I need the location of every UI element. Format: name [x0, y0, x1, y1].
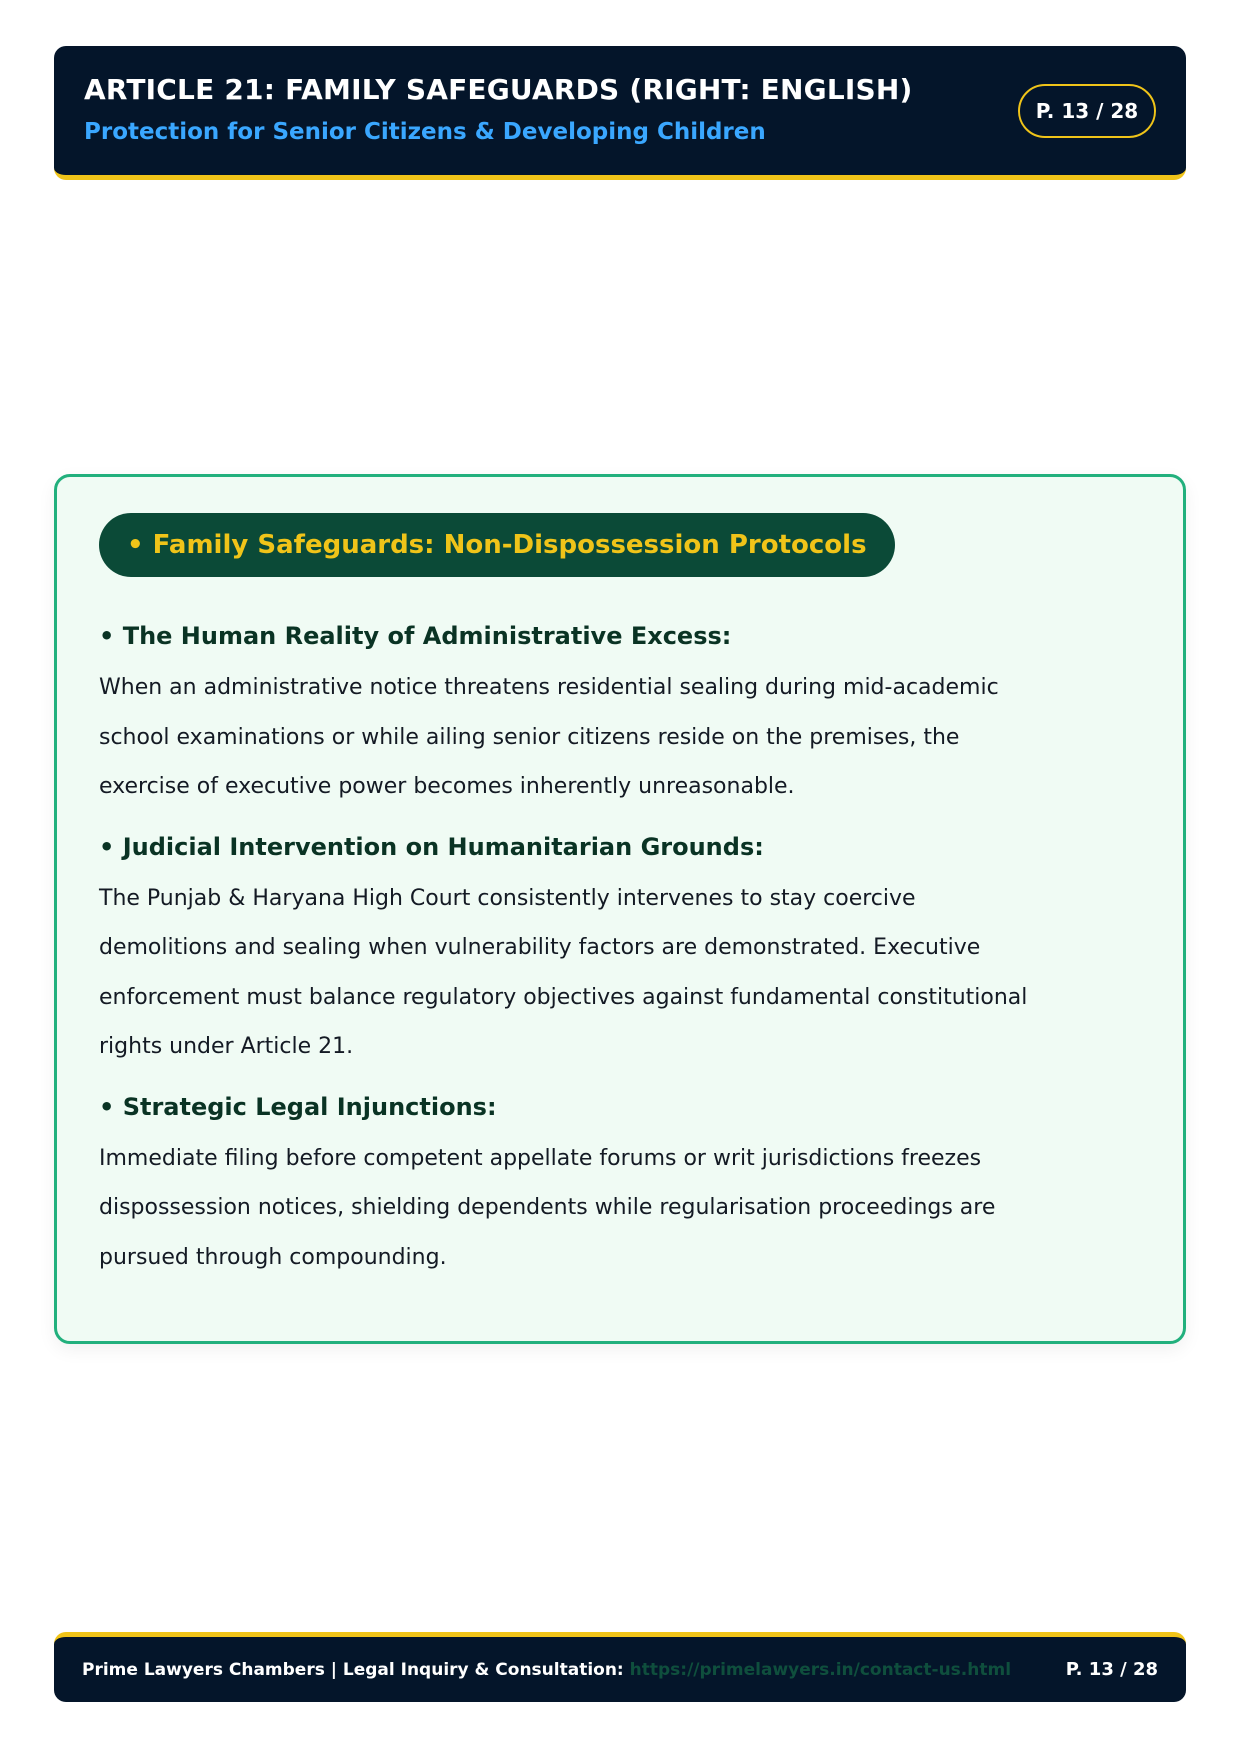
item-human-reality [99, 619, 1141, 812]
body-line: exercise of executive power becomes inherently unreasonable. [99, 774, 795, 799]
body-line: rights under Article 21. [99, 1034, 354, 1059]
body-line: dispossession notices, shielding dependents while regularisation proceedings are [99, 1195, 996, 1220]
item-body [99, 663, 1141, 812]
page-subtitle: Protection for Senior Citizens & Developing Children [84, 119, 766, 145]
item-judicial-intervention [99, 830, 1141, 1072]
footer-label: Prime Lawyers Chambers | Legal Inquiry & Consultation: [82, 1659, 630, 1680]
content-card [54, 474, 1186, 1344]
page-title: ARTICLE 21: FAMILY SAFEGUARDS (RIGHT: ENGLISH) [84, 73, 913, 106]
body-line: The Punjab & Haryana High Court consistently intervenes to stay coercive [99, 885, 916, 911]
item-heading: • Strategic Legal Injunctions: [99, 1092, 497, 1121]
section-title: • Family Safeguards: Non-Dispossession Protocols [99, 513, 895, 577]
body-line: When an administrative notice threatens residential sealing during mid-academic [99, 675, 999, 700]
item-body [99, 1134, 1141, 1283]
body-line: demolitions and sealing when vulnerability factors are demonstrated. Executive [99, 935, 981, 960]
body-line: Immediate filing before competent appellate forums or writ jurisdictions freezes [99, 1145, 982, 1171]
item-heading: • The Human Reality of Administrative Excess: [99, 622, 732, 650]
contact-link[interactable]: https://primelawyers.in/contact-us.html [629, 1659, 1012, 1680]
page-header [54, 46, 1186, 180]
page-number-badge: P. 13 / 28 [1018, 84, 1156, 138]
item-strategic-injunctions [99, 1090, 1141, 1283]
body-line: enforcement must balance regulatory objectives against fundamental constitutional [99, 984, 1028, 1010]
page-footer [54, 1632, 1186, 1702]
body-line: school examinations or while ailing senior citizens reside on the premises, the [99, 724, 960, 750]
item-heading: • Judicial Intervention on Humanitarian Grounds: [99, 832, 764, 861]
footer-text [82, 1660, 1011, 1680]
body-line: pursued through compounding. [99, 1244, 447, 1270]
item-body [99, 874, 1141, 1072]
footer-page-number: P. 13 / 28 [1065, 1659, 1158, 1680]
